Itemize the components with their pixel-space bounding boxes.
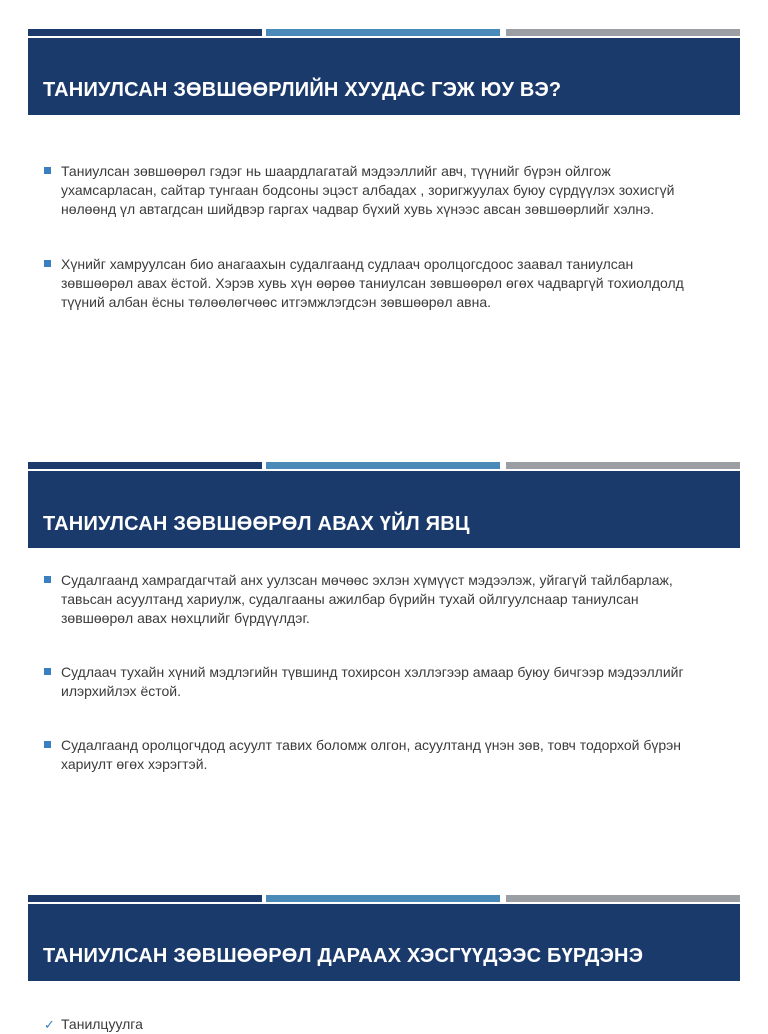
title-bar (28, 904, 740, 981)
accent-stripes (28, 29, 740, 36)
list-item (44, 663, 684, 701)
square-bullet-icon (44, 668, 51, 675)
slide-title: ТАНИУЛСАН ЗӨВШӨӨРӨЛ ДАРААХ ХЭСГҮҮДЭЭС БҮРДЭНЭ (43, 945, 644, 967)
list-item (44, 1015, 684, 1034)
slide-2 (0, 430, 768, 860)
list-item (44, 736, 684, 774)
accent-stripes (28, 895, 740, 902)
bullet-text: Танилцуулга (61, 1016, 143, 1032)
list-item (44, 162, 684, 219)
title-bar (28, 38, 740, 115)
title-bar (28, 471, 740, 548)
stripe-gray (506, 29, 740, 36)
bullet-text: Таниулсан зөвшөөрөл гэдэг нь шаардлагатай мэдээллийг авч, түүнийг бүрэн ойлгож ухамсарласан, сайтар тунгаан бодсоны эцэст албадах , зоригжуулах буюу сүрдүүлэх зохисгүй нөлөөнд үл автагдсан шийдвэр гаргах чадвар бүхий хувь хүнээс авсан зөвшөөрлийг хэлнэ. (61, 163, 675, 217)
bullet-text: Судалгаанд хамрагдагчтай анх уулзсан мөчөөс эхлэн хүмүүст мэдээлэж, уйгагүй тайлбарлаж, тавьсан асуултанд хариулж, судалгааны ажилбар бүрийн тухай ойлгуулснаар таниулсан зөвшөөрөл авах нөхцлийг бүрдүүлдэг. (61, 572, 673, 626)
stripe-dark (28, 462, 262, 469)
square-bullet-icon (44, 741, 51, 748)
slide-title: ТАНИУЛСАН ЗӨВШӨӨРЛИЙН ХУУДАС ГЭЖ ЮУ ВЭ? (43, 79, 562, 101)
list-item (44, 571, 684, 628)
square-bullet-icon (44, 576, 51, 583)
list-item (44, 255, 684, 312)
slide-title: ТАНИУЛСАН ЗӨВШӨӨРӨЛ АВАХ ҮЙЛ ЯВЦ (43, 513, 470, 535)
accent-stripes (28, 462, 740, 469)
stripe-gray (506, 895, 740, 902)
bullet-text: Судалгаанд оролцогчдод асуулт тавих боломж олгон, асуултанд үнэн зөв, товч тодорхой бүрэн хариулт өгөх хэрэгтэй. (61, 737, 682, 772)
stripe-blue (266, 29, 500, 36)
bullet-list (44, 1015, 684, 1034)
stripe-gray (506, 462, 740, 469)
bullet-list (44, 571, 684, 774)
bullet-text: Судлаач тухайн хүний мэдлэгийн түвшинд тохирсон хэллэгээр амаар буюу бичгээр мэдээллийг илэрхийлэх ёстой. (61, 664, 684, 699)
stripe-blue (266, 895, 500, 902)
bullet-text: Хүнийг хамруулсан био анагаахын судалгаанд судлаач оролцогсдоос заавал таниулсан зөвшөөрөл авах ёстой. Хэрэв хувь хүн өөрөө таниулсан зөвшөөрөл өгөх чадваргүй тохиолдолд түүний албан ёсны төлөөлөгчөөс итгэмжлэгдсэн зөвшөөрөл авна. (61, 256, 684, 310)
slide-3 (0, 860, 768, 1032)
bullet-list (44, 162, 684, 312)
square-bullet-icon (44, 260, 51, 267)
slide-1 (0, 0, 768, 430)
checkmark-icon: ✓ (44, 1017, 55, 1032)
stripe-blue (266, 462, 500, 469)
stripe-dark (28, 895, 262, 902)
stripe-dark (28, 29, 262, 36)
square-bullet-icon (44, 167, 51, 174)
